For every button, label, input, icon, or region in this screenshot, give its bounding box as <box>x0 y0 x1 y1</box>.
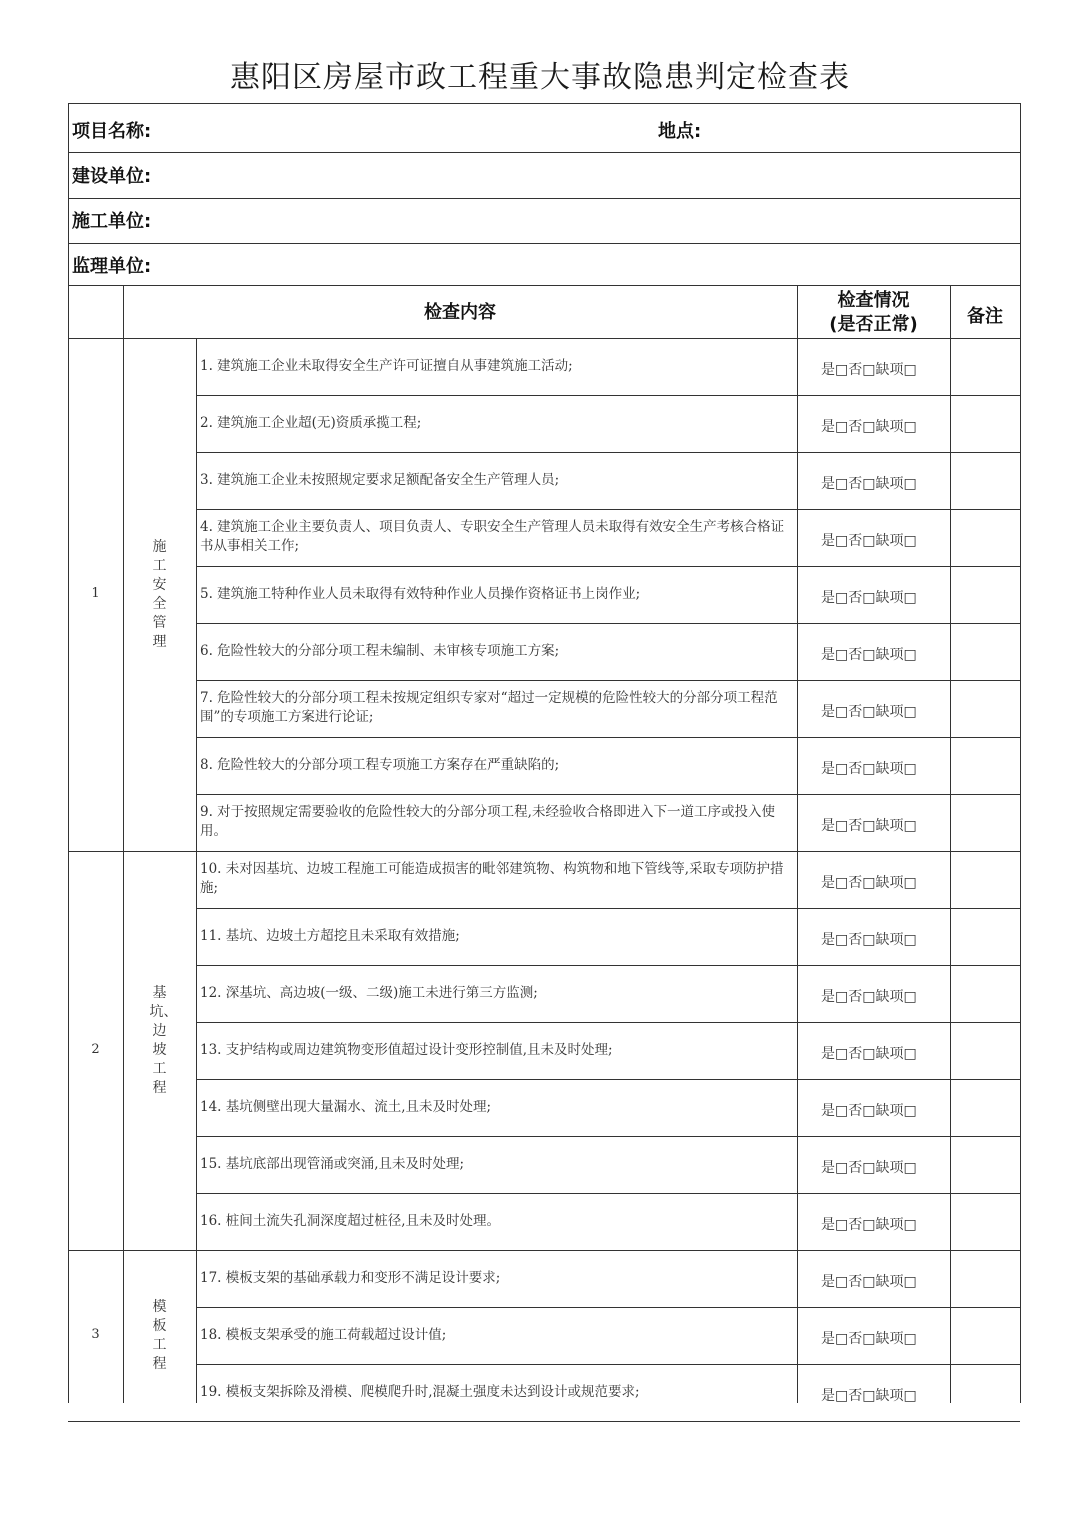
remarks-cell[interactable] <box>950 680 1020 737</box>
status-options[interactable]: 是□否□缺项□ <box>821 1160 917 1176</box>
checklist-item-text: 13. 支护结构或周边建筑物变形值超过设计变形控制值,且未及时处理; <box>200 1042 613 1058</box>
checklist-item-text: 19. 模板支架拆除及滑模、爬模爬升时,混凝土强度未达到设计或规范要求; <box>200 1384 640 1400</box>
checklist-item-text: 16. 桩间土流失孔洞深度超过桩径,且未及时处理。 <box>200 1213 501 1229</box>
header-status <box>797 289 950 337</box>
checklist-item-text: 7. 危险性较大的分部分项工程未按规定组织专家对“超过一定规模的危险性较大的分部分项工程范围”的专项施工方案进行论证; <box>200 690 778 725</box>
section-divider <box>68 1250 1020 1251</box>
row-divider <box>196 509 1020 510</box>
row-divider <box>196 965 1020 966</box>
remarks-cell[interactable] <box>950 452 1020 509</box>
header-remarks: 备注 <box>967 306 1003 327</box>
row-divider <box>196 1136 1020 1137</box>
checklist-item-text: 3. 建筑施工企业未按照规定要求足额配备安全生产管理人员; <box>200 472 560 488</box>
remarks-cell[interactable] <box>950 908 1020 965</box>
row-divider <box>196 794 1020 795</box>
checklist-item-text: 11. 基坑、边坡土方超挖且未采取有效措施; <box>200 928 460 944</box>
status-options[interactable]: 是□否□缺项□ <box>821 875 917 891</box>
status-options[interactable]: 是□否□缺项□ <box>821 647 917 663</box>
checklist-item-text: 12. 深基坑、高边坡(一级、二级)施工未进行第三方监测; <box>200 985 538 1001</box>
status-options[interactable]: 是□否□缺项□ <box>821 989 917 1005</box>
remarks-cell[interactable] <box>950 1079 1020 1136</box>
row-divider <box>196 737 1020 738</box>
remarks-cell[interactable] <box>950 623 1020 680</box>
remarks-cell[interactable] <box>950 1307 1020 1364</box>
remarks-cell[interactable] <box>950 794 1020 851</box>
row-divider <box>196 395 1020 396</box>
section-label: 模板工程 <box>152 1298 167 1372</box>
row-divider <box>196 566 1020 567</box>
row-divider <box>196 1079 1020 1080</box>
supervisor-label: 监理单位: <box>72 256 152 277</box>
constructor-label: 施工单位: <box>72 211 152 232</box>
checklist-item-text: 5. 建筑施工特种作业人员未取得有效特种作业人员操作资格证书上岗作业; <box>200 586 641 602</box>
remarks-cell[interactable] <box>950 1250 1020 1307</box>
section-divider <box>68 851 1020 852</box>
status-options[interactable]: 是□否□缺项□ <box>821 761 917 777</box>
row-divider <box>196 908 1020 909</box>
status-options[interactable]: 是□否□缺项□ <box>821 362 917 378</box>
status-options[interactable]: 是□否□缺项□ <box>821 1274 917 1290</box>
checklist-item-text: 4. 建筑施工企业主要负责人、项目负责人、专职安全生产管理人员未取得有效安全生产考核合格证书从事相关工作; <box>200 519 785 554</box>
row-divider <box>196 452 1020 453</box>
status-options[interactable]: 是□否□缺项□ <box>821 419 917 435</box>
checklist-item-text: 2. 建筑施工企业超(无)资质承揽工程; <box>200 415 422 431</box>
row-divider <box>196 680 1020 681</box>
section-number: 1 <box>91 585 100 601</box>
header-status-line1: 检查情况 <box>837 290 910 311</box>
remarks-cell[interactable] <box>950 338 1020 395</box>
status-options[interactable]: 是□否□缺项□ <box>821 1046 917 1062</box>
status-options[interactable]: 是□否□缺项□ <box>821 818 917 834</box>
column-divider <box>196 338 197 1403</box>
section-label: 基坑、边坡工程 <box>149 985 178 1096</box>
header-status-line2: (是否正常) <box>829 314 918 335</box>
status-options[interactable]: 是□否□缺项□ <box>821 476 917 492</box>
column-divider <box>797 338 798 1403</box>
status-options[interactable]: 是□否□缺项□ <box>821 1331 917 1347</box>
section-number: 3 <box>91 1326 100 1342</box>
status-options[interactable]: 是□否□缺项□ <box>821 932 917 948</box>
checklist-item-text: 15. 基坑底部出现管涌或突涌,且未及时处理; <box>200 1156 465 1172</box>
row-divider <box>196 1307 1020 1308</box>
section-number: 2 <box>91 1041 100 1057</box>
builder-label: 建设单位: <box>72 166 152 187</box>
checklist-item-text: 10. 未对因基坑、边坡工程施工可能造成损害的毗邻建筑物、构筑物和地下管线等,采取专项防护措施; <box>200 861 784 896</box>
status-options[interactable]: 是□否□缺项□ <box>821 1388 917 1404</box>
remarks-cell[interactable] <box>950 1022 1020 1079</box>
checklist-item-text: 18. 模板支架承受的施工荷载超过设计值; <box>200 1327 447 1343</box>
checklist-item-text: 8. 危险性较大的分部分项工程专项施工方案存在严重缺陷的; <box>200 757 560 773</box>
status-options[interactable]: 是□否□缺项□ <box>821 1103 917 1119</box>
checklist-item-text: 9. 对于按照规定需要验收的危险性较大的分部分项工程,未经验收合格即进入下一道工序或投入使用。 <box>200 804 775 839</box>
remarks-cell[interactable] <box>950 395 1020 452</box>
status-options[interactable]: 是□否□缺项□ <box>821 533 917 549</box>
row-divider <box>196 1364 1020 1365</box>
row-divider <box>196 623 1020 624</box>
header-content: 检查内容 <box>424 302 496 323</box>
checklist-item-text: 17. 模板支架的基础承载力和变形不满足设计要求; <box>200 1270 501 1286</box>
section-label: 施工安全管理 <box>152 538 167 650</box>
remarks-cell[interactable] <box>950 737 1020 794</box>
checklist-item-text: 14. 基坑侧壁出现大量漏水、流土,且未及时处理; <box>200 1099 492 1115</box>
page-title: 惠阳区房屋市政工程重大事故隐患判定检查表 <box>230 60 850 95</box>
location-label: 地点: <box>658 121 702 142</box>
row-divider <box>196 1193 1020 1194</box>
row-divider <box>196 1022 1020 1023</box>
status-options[interactable]: 是□否□缺项□ <box>821 590 917 606</box>
remarks-cell[interactable] <box>950 965 1020 1022</box>
status-options[interactable]: 是□否□缺项□ <box>821 704 917 720</box>
status-options[interactable]: 是□否□缺项□ <box>821 1217 917 1233</box>
checklist-item-text: 1. 建筑施工企业未取得安全生产许可证擅自从事建筑施工活动; <box>200 358 573 374</box>
remarks-cell[interactable] <box>950 509 1020 566</box>
remarks-cell[interactable] <box>950 1136 1020 1193</box>
section-divider <box>68 1421 1020 1422</box>
remarks-cell[interactable] <box>950 566 1020 623</box>
remarks-cell[interactable] <box>950 1364 1020 1421</box>
remarks-cell[interactable] <box>950 1193 1020 1250</box>
project-name-label: 项目名称: <box>72 121 152 142</box>
form-frame <box>68 103 1020 1403</box>
column-divider <box>950 338 951 1403</box>
remarks-cell[interactable] <box>950 851 1020 908</box>
checklist-item-text: 6. 危险性较大的分部分项工程未编制、未审核专项施工方案; <box>200 643 560 659</box>
